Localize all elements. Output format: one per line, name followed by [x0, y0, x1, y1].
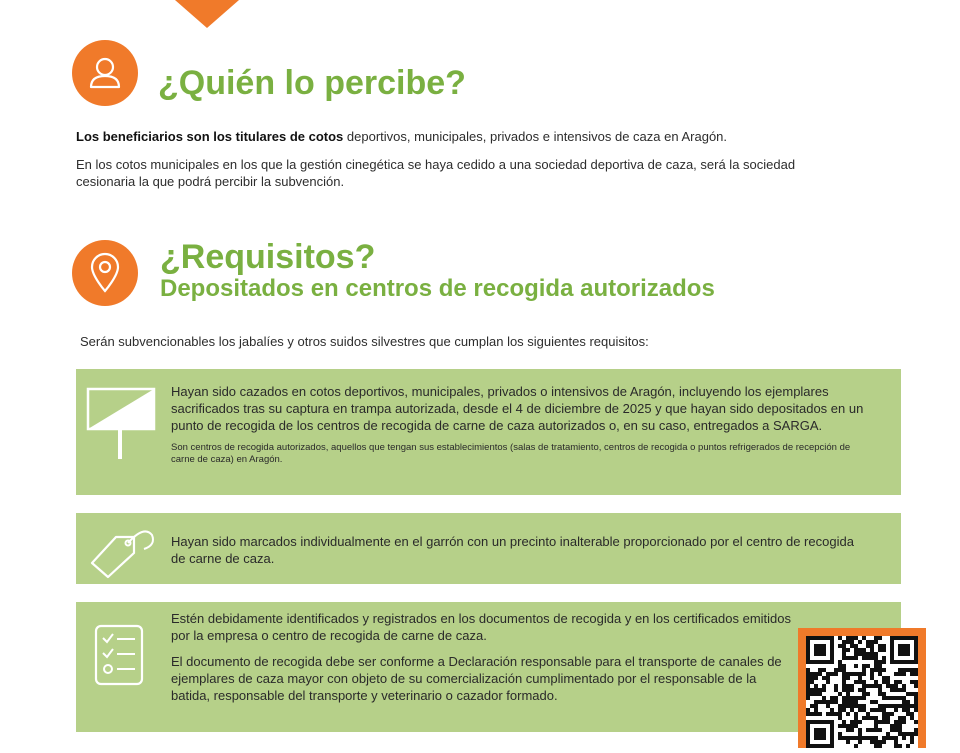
requirement-card-2 [76, 513, 901, 584]
requirement-3-text: Estén debidamente identificados y registrados en los documentos de recogida y en los certificados emitidos por la empresa o centro de recogida de carne de caza. [171, 611, 792, 643]
section-subtitle: Depositados en centros de recogida autorizados [160, 275, 715, 302]
requirements-intro: Serán subvencionables los jabalíes y otros suidos silvestres que cumplan los siguientes requisitos: [80, 334, 649, 349]
municipal-paragraph: En los cotos municipales en los que la gestión cinegética se haya cedido a una sociedad deportiva de caza, será la sociedad cesionaria la que podrá percibir la subvención. [76, 157, 796, 189]
requirement-2-text: Hayan sido marcados individualmente en el garrón con un precinto inalterable proporcionado por el centro de recogida de carne de caza. [171, 534, 854, 566]
section-title-requisitos: ¿Requisitos? [160, 238, 376, 276]
requirement-1-text: Hayan sido cazados en cotos deportivos, municipales, privados o intensivos de Aragón, incluyendo los ejemplares sacrificados tras su captura en trampa autorizada, desde el 4 de diciembre de 2025 y que hayan sido depositados en un punto de recogida de los centros de recogida de carne de caza autorizados o, en su caso, entregados a SARGA. [171, 384, 864, 433]
beneficiaries-bold: Los beneficiarios son los titulares de cotos [76, 129, 344, 144]
section-title-quien: ¿Quién lo percibe? [158, 64, 466, 102]
beneficiaries-rest: deportivos, municipales, privados e intensivos de caza en Aragón. [343, 129, 728, 144]
sign-icon [86, 387, 158, 468]
top-decoration-triangle [175, 0, 239, 28]
qr-code[interactable] [798, 628, 926, 748]
tag-icon [86, 523, 158, 584]
location-pin-icon [72, 240, 138, 306]
requirement-1-note: Son centros de recogida autorizados, aquellos que tengan sus establecimientos (salas de tratamiento, centros de recogida o puntos refrigerados de recepción de carne de caza) en Aragón. [171, 442, 851, 465]
qr-code-pattern [806, 636, 918, 748]
requirement-3-text2: El documento de recogida debe ser conforme a Declaración responsable para el transporte de canales de ejemplares de caza mayor con objeto de su comercialización cumplimentado por el responsable de la batida, responsable del transporte y veterinario o cazador formado. [171, 654, 782, 703]
checklist-icon [86, 622, 158, 693]
person-icon [72, 40, 138, 106]
requirement-card-1 [76, 369, 901, 495]
beneficiaries-paragraph [76, 128, 836, 145]
requirement-card-3 [76, 602, 901, 732]
